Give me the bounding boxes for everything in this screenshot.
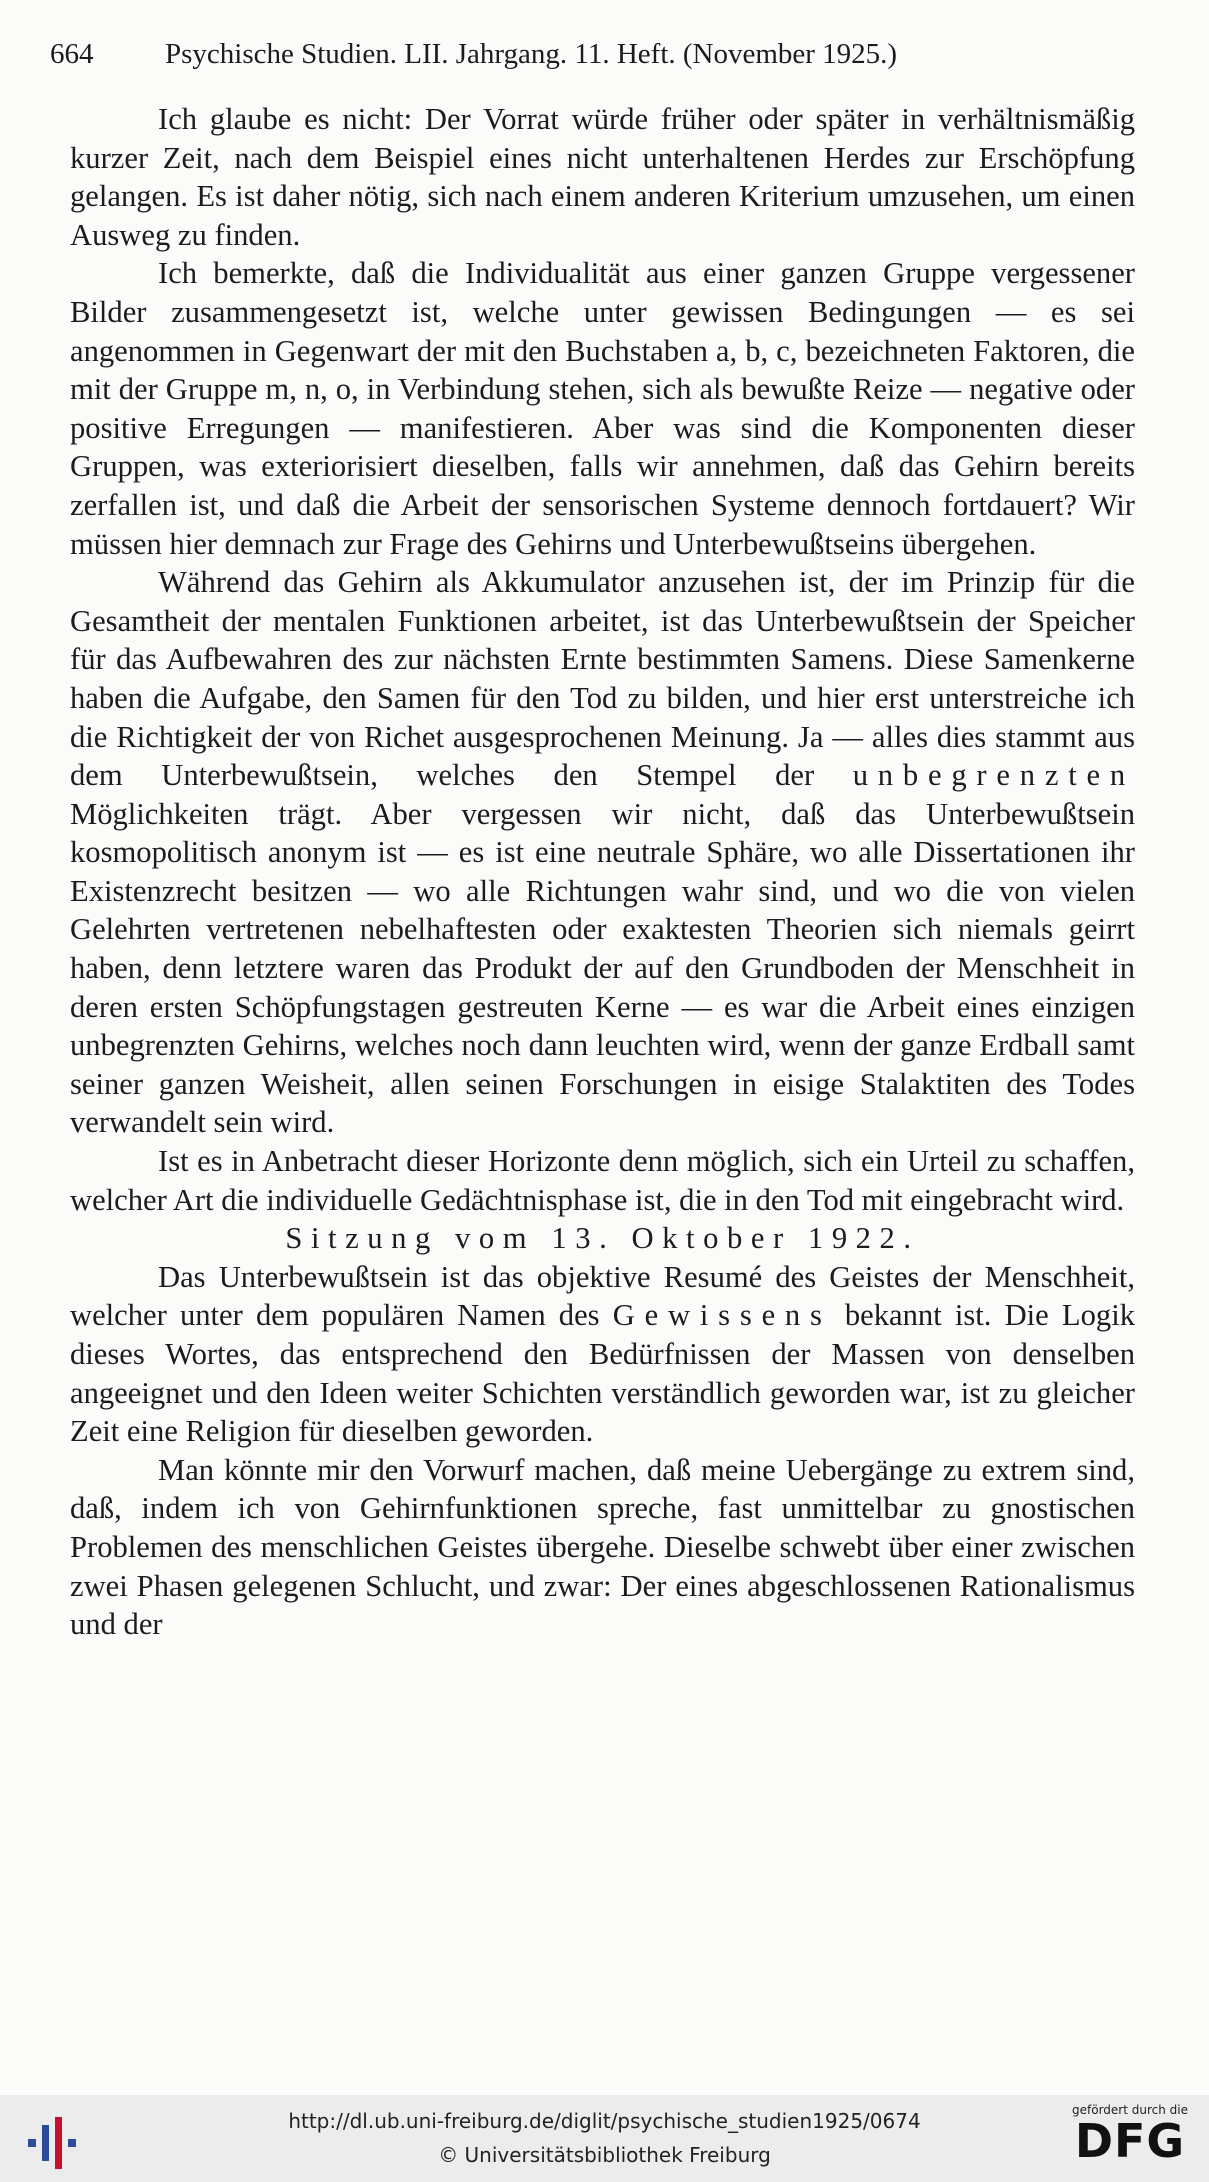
running-header	[50, 38, 1140, 71]
page-number: 664	[50, 38, 94, 70]
running-title: Psychische Studien. LII. Jahrgang. 11. Heft. (November 1925.)	[165, 38, 898, 70]
paragraph-5	[70, 1258, 1135, 1451]
dfg-logo	[1065, 2103, 1195, 2175]
paragraph-5-text-a: Das Unterbewußtsein ist das objektive Resumé des Geistes der Menschheit, welcher unter dem populären Namen des	[70, 1259, 1135, 1333]
paragraph-5-text-b: bekannt ist. Die Logik dieses Wortes, das entsprechend den Bedürfnissen der Massen von denselben angeeignet und den Ideen weiter Schichten verständlich geworden war, ist zu gleicher Zeit eine Religion für dieselben geworden.	[70, 1298, 1135, 1449]
viewer-footer	[0, 2095, 1209, 2182]
paragraph-4: Ist es in Anbetracht dieser Horizonte denn möglich, sich ein Urteil zu schaffen, welcher Art die individuelle Gedächtnisphase ist, die in den Tod mit eingebracht wird.	[70, 1144, 1135, 1217]
source-url-link[interactable]: http://dl.ub.uni-freiburg.de/diglit/psychische_studien1925/0674	[288, 2109, 921, 2133]
paragraph-6: Man könnte mir den Vorwurf machen, daß meine Uebergänge zu extrem sind, daß, indem ich von Gehirnfunktionen spreche, fast unmittelbar zu gnostischen Problemen des menschlichen Geistes übergehe. Dieselbe schwebt über einer zwischen zwei Phasen gelegenen Schlucht, und zwar: Der eines abgeschlossenen Rationalismus und der	[70, 1452, 1135, 1642]
paragraph-3	[70, 563, 1135, 1142]
paragraph-1: Ich glaube es nicht: Der Vorrat würde früher oder später in verhältnismäßig kurzer Zeit, nach dem Beispiel eines nicht unterhaltenen Herdes zur Erschöpfung gelangen. Es ist daher nötig, sich nach einem anderen Kriterium umzusehen, um einen Ausweg zu finden.	[70, 102, 1135, 252]
section-heading: Sitzung vom 13. Oktober 1922.	[285, 1221, 920, 1256]
paragraph-3-text-a: Während das Gehirn als Akkumulator anzusehen ist, der im Prinzip für die Gesamtheit der mentalen Funktionen arbeitet, ist das Unterbewußtsein der Speicher für das Aufbewahren des zur nächsten Ernte bestimmten Samens. Diese Samenkerne haben die Aufgabe, den Samen für den Tod zu bilden, und hier erst unterstreiche ich die Richtigkeit der von Richet ausgesprochenen Meinung. Ja — alles dies stammt aus dem Unterbewußtsein, welches den Stempel der	[70, 565, 1135, 793]
paragraph-3-text-b: Möglichkeiten trägt. Aber vergessen wir nicht, daß das Unterbewußtsein kosmopolitisch anonym ist — es ist eine neutrale Sphäre, wo alle Dissertationen ihr Existenzrecht besitzen — wo alle Richtungen wahr sind, und wo die von vielen Gelehrten vertretenen nebelhaftesten oder exaktesten Theorien sich niemals geirrt haben, denn letztere waren das Produkt der auf den Grundboden der Menschheit in deren ersten Schöpfungstagen gestreuten Kerne — es war die Arbeit eines einzigen unbegrenzten Gehirns, welches noch dann leuchten wird, wenn der ganze Erdball samt seiner ganzen Weisheit, allen seinen Forschungen in eisige Stalaktiten des Todes verwandelt sein wird.	[70, 796, 1135, 1140]
paragraph-2: Ich bemerkte, daß die Individualität aus einer ganzen Gruppe vergessener Bilder zusammengesetzt ist, welche unter gewissen Bedingungen — es sei angenommen in Gegenwart der mit den Buchstaben a, b, c, bezeichneten Faktoren, die mit der Gruppe m, n, o, in Verbindung stehen, sich als bewußte Reize — negative oder positive Erregungen — manifestieren. Aber was sind die Komponenten dieser Gruppen, was exteriorisiert dieselben, falls wir annehmen, daß das Gehirn bereits zerfallen ist, und daß die Arbeit der sensorischen Systeme dennoch fortdauert? Wir müssen hier demnach zur Frage des Gehirns und Unterbewußtseins übergehen.	[70, 256, 1135, 561]
dfg-logo-text: DFG	[1074, 2114, 1186, 2168]
emphasis-spaced-word: unbegrenzten	[852, 758, 1135, 793]
copyright-text: © Universitätsbibliothek Freiburg	[438, 2143, 771, 2167]
funder-note: gefördert durch die	[1072, 2103, 1188, 2117]
article-body	[70, 100, 1135, 1644]
emphasis-spaced-word: Gewissens	[612, 1298, 832, 1333]
